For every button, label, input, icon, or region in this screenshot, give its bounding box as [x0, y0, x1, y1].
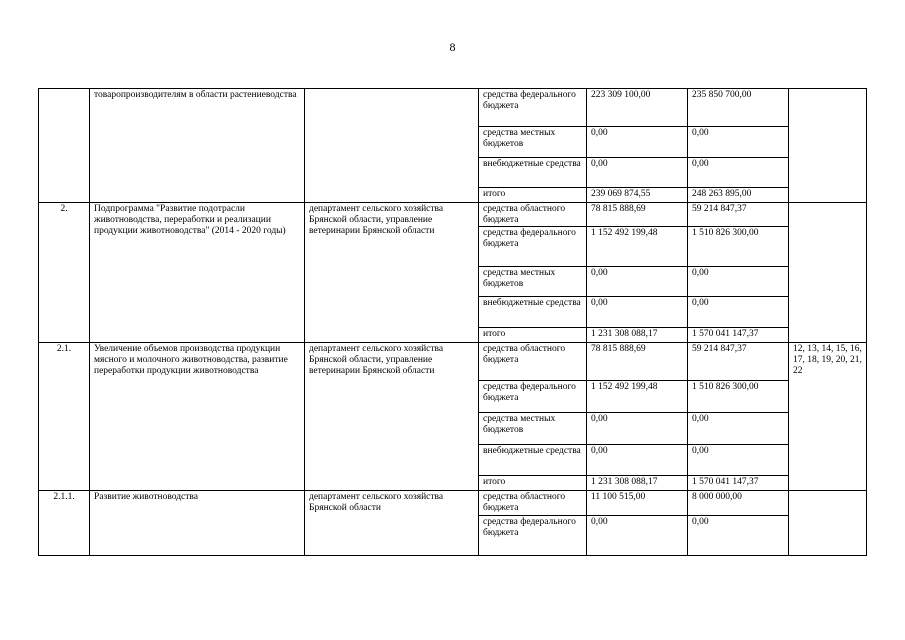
amount-col-2: 235 850 700,00: [688, 89, 789, 127]
indicator-refs: [789, 203, 867, 343]
table-row: [39, 203, 867, 227]
amount-col-1: 1 152 492 199,48: [587, 227, 688, 267]
row-number: 2.1.1.: [39, 491, 90, 556]
funding-source: внебюджетные средства: [479, 158, 587, 188]
executor: департамент сельского хозяйства Брянской области, управление ветеринарии Брянской области: [305, 343, 479, 491]
amount-col-1: 1 231 308 088,17: [587, 476, 688, 491]
funding-source: средства федерального бюджета: [479, 89, 587, 127]
amount-col-1: 223 309 100,00: [587, 89, 688, 127]
amount-col-1: 239 069 874,55: [587, 188, 688, 203]
row-number: 2.: [39, 203, 90, 343]
amount-col-1: 1 231 308 088,17: [587, 328, 688, 343]
funding-source: внебюджетные средства: [479, 445, 587, 476]
amount-col-1: 0,00: [587, 158, 688, 188]
amount-col-2: 248 263 895,00: [688, 188, 789, 203]
funding-source: внебюджетные средства: [479, 297, 587, 328]
activity-name: Подпрограмма "Развитие подотрасли животноводства, переработки и реализации продукции животноводства" (2014 - 2020 годы): [90, 203, 305, 343]
activity-name: Развитие животноводства: [90, 491, 305, 556]
amount-col-1: 0,00: [587, 297, 688, 328]
indicator-refs: 12, 13, 14, 15, 16, 17, 18, 19, 20, 21, 22: [789, 343, 867, 491]
page-number: 8: [449, 40, 456, 54]
amount-col-1: 78 815 888,69: [587, 343, 688, 381]
amount-col-1: 0,00: [587, 413, 688, 445]
amount-col-2: 0,00: [688, 445, 789, 476]
amount-col-2: 0,00: [688, 516, 789, 556]
amount-col-2: 0,00: [688, 297, 789, 328]
amount-col-1: 0,00: [587, 127, 688, 158]
funding-source: итого: [479, 328, 587, 343]
amount-col-2: 0,00: [688, 267, 789, 297]
executor: департамент сельского хозяйства Брянской области, управление ветеринарии Брянской области: [305, 203, 479, 343]
row-number: [39, 89, 90, 203]
funding-source: средства областного бюджета: [479, 203, 587, 227]
budget-table: [38, 88, 867, 556]
amount-col-2: 8 000 000,00: [688, 491, 789, 516]
amount-col-2: 1 510 826 300,00: [688, 381, 789, 413]
row-number: 2.1.: [39, 343, 90, 491]
activity-name: товаропроизводителям в области растениеводства: [90, 89, 305, 203]
amount-col-2: 59 214 847,37: [688, 343, 789, 381]
amount-col-1: 1 152 492 199,48: [587, 381, 688, 413]
amount-col-2: 1 570 041 147,37: [688, 476, 789, 491]
amount-col-1: 11 100 515,00: [587, 491, 688, 516]
amount-col-1: 78 815 888,69: [587, 203, 688, 227]
funding-source: средства федерального бюджета: [479, 381, 587, 413]
amount-col-1: 0,00: [587, 445, 688, 476]
indicator-refs: [789, 89, 867, 203]
funding-source: итого: [479, 188, 587, 203]
funding-source: средства местных бюджетов: [479, 267, 587, 297]
amount-col-1: 0,00: [587, 516, 688, 556]
funding-source: средства федерального бюджета: [479, 516, 587, 556]
funding-source: средства местных бюджетов: [479, 413, 587, 445]
table-row: [39, 89, 867, 127]
funding-source: средства областного бюджета: [479, 343, 587, 381]
amount-col-2: 1 510 826 300,00: [688, 227, 789, 267]
table-row: [39, 343, 867, 381]
executor: департамент сельского хозяйства Брянской области: [305, 491, 479, 556]
amount-col-2: 59 214 847,37: [688, 203, 789, 227]
amount-col-2: 1 570 041 147,37: [688, 328, 789, 343]
executor: [305, 89, 479, 203]
funding-source: средства федерального бюджета: [479, 227, 587, 267]
funding-source: средства местных бюджетов: [479, 127, 587, 158]
amount-col-2: 0,00: [688, 127, 789, 158]
indicator-refs: [789, 491, 867, 556]
table-row: [39, 491, 867, 516]
activity-name: Увеличение объемов производства продукции мясного и молочного животноводства, развитие переработки продукции животноводства: [90, 343, 305, 491]
funding-source: средства областного бюджета: [479, 491, 587, 516]
amount-col-1: 0,00: [587, 267, 688, 297]
funding-source: итого: [479, 476, 587, 491]
amount-col-2: 0,00: [688, 158, 789, 188]
amount-col-2: 0,00: [688, 413, 789, 445]
